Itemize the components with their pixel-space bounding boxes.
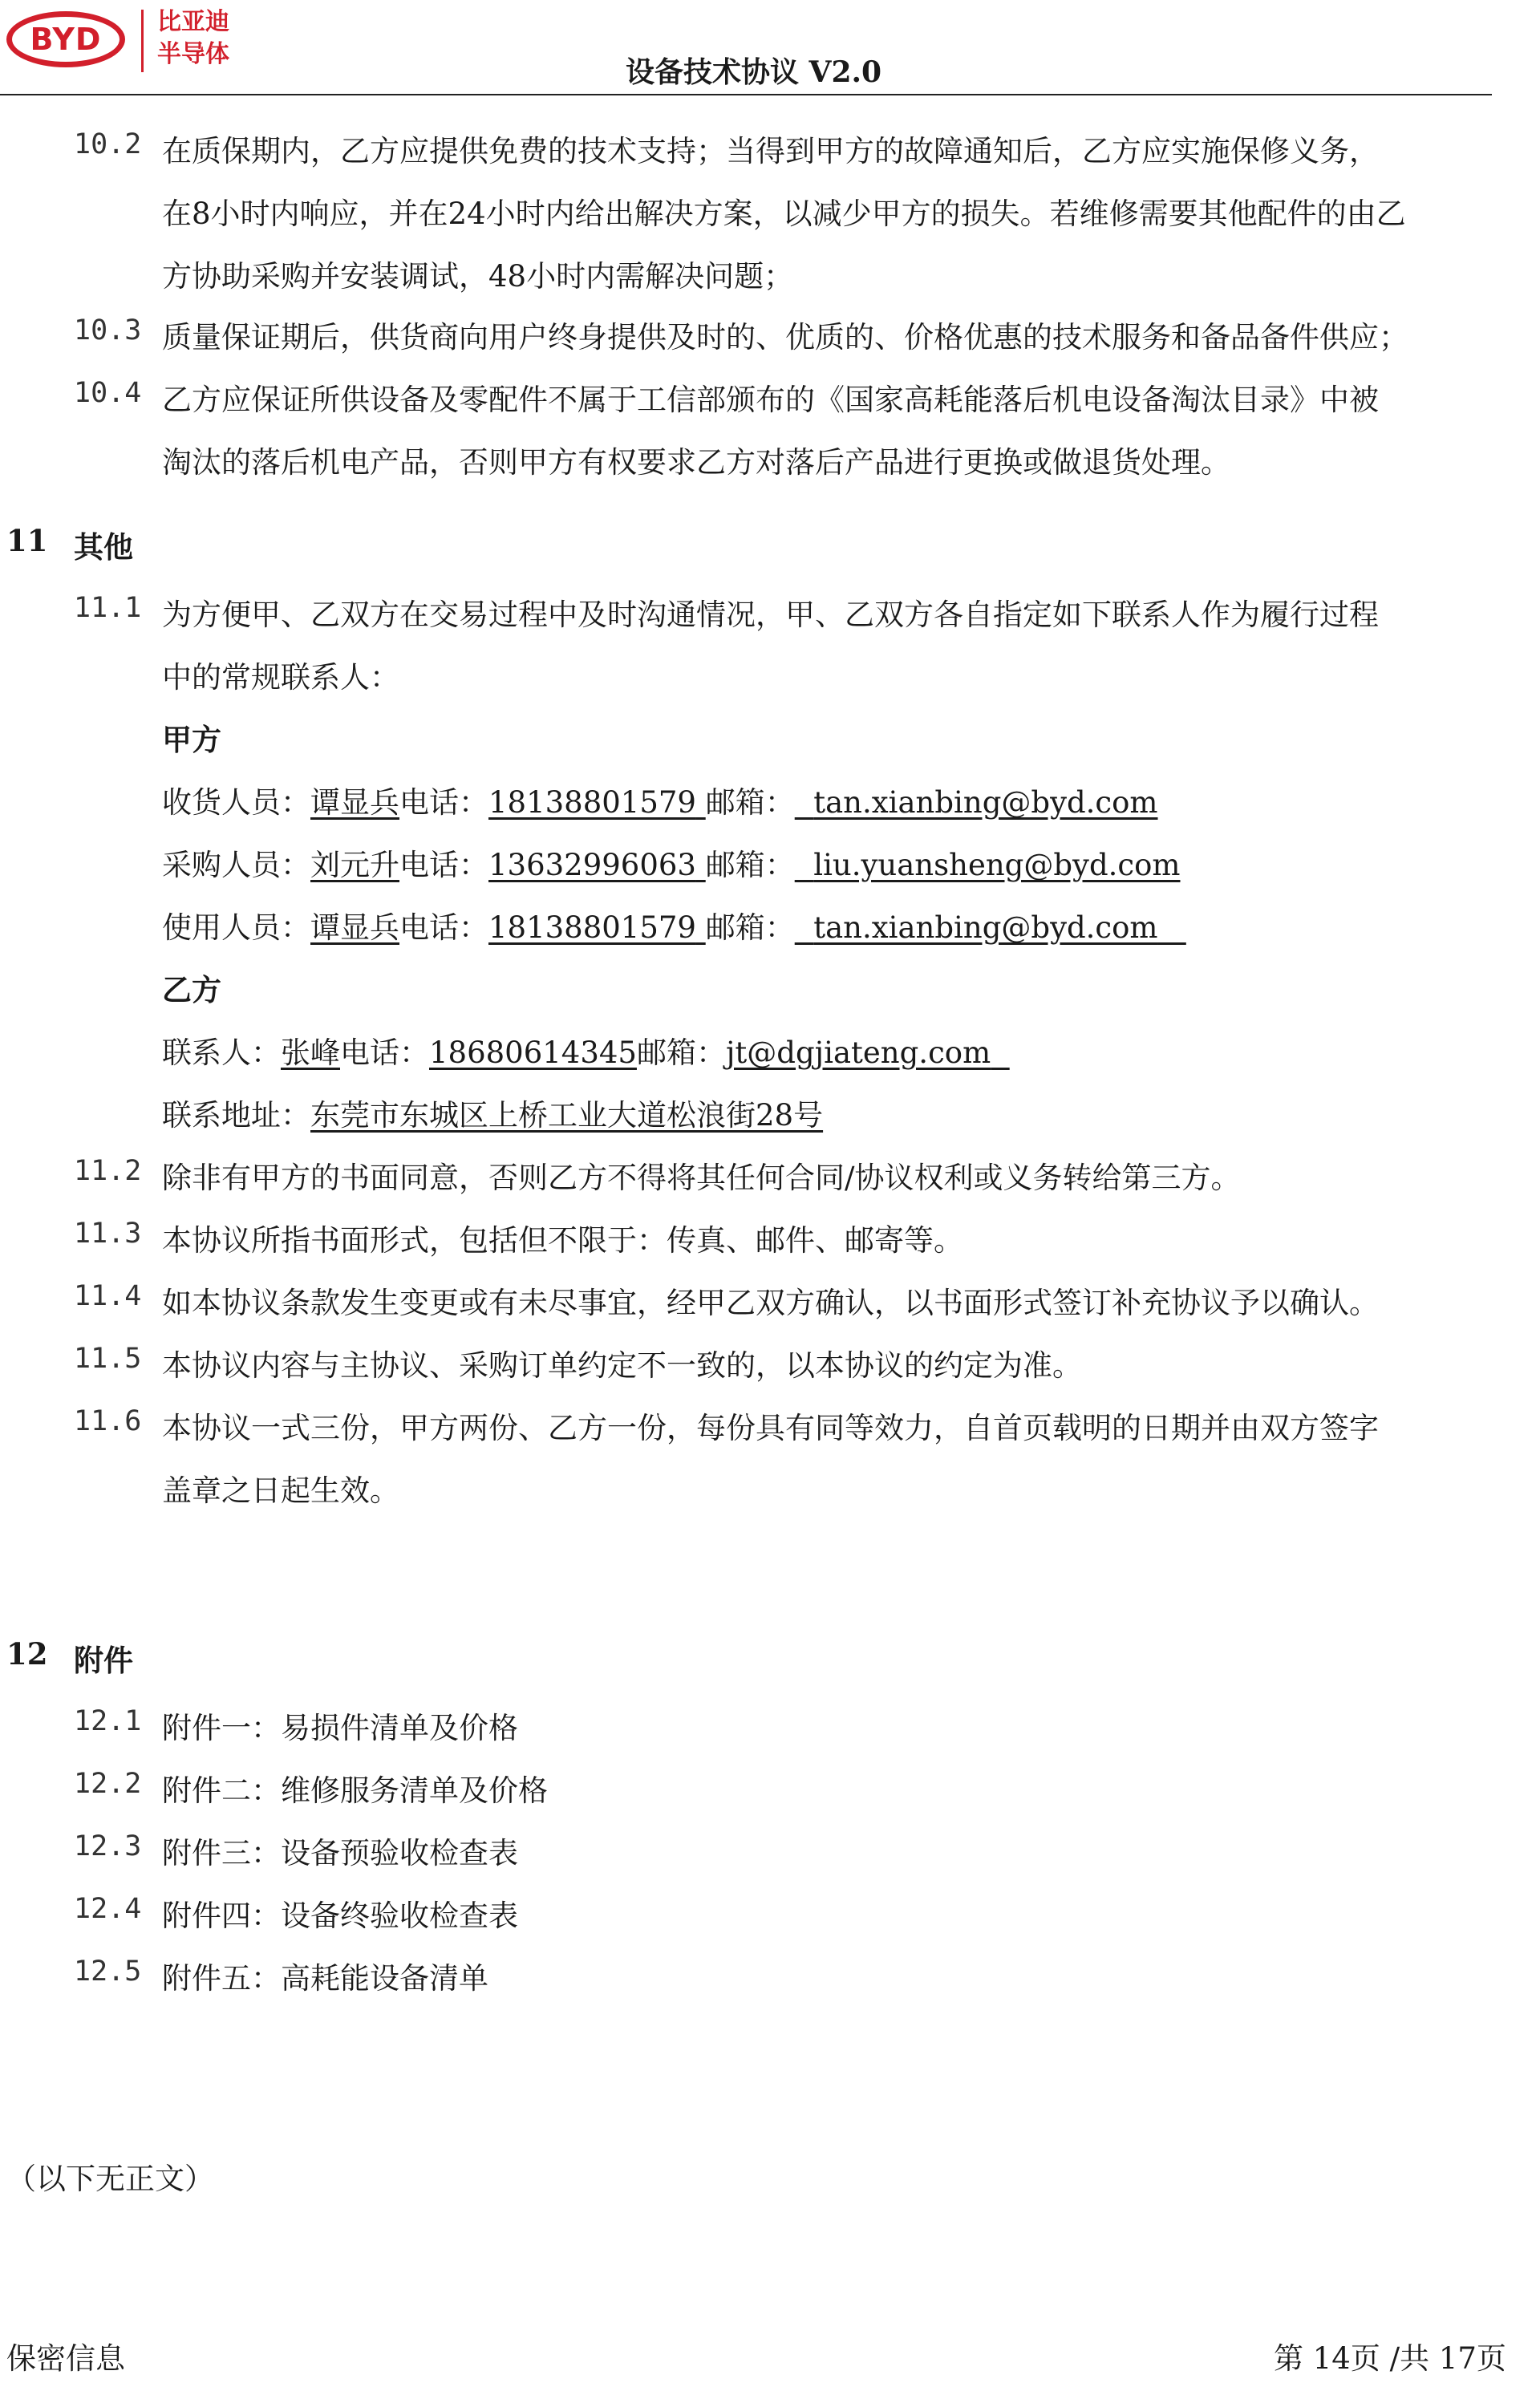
clause-10-2-line1: 在质保期内，乙方应提供免费的技术支持；当得到甲方的故障通知后，乙方应实施保修义务， (162, 134, 1379, 168)
contact-label: 采购人员： (162, 848, 310, 882)
clause-10-3-line1: 质量保证期后，供货商向用户终身提供及时的、优质的、价格优惠的技术服务和备品备件供应； (162, 320, 1408, 355)
clause-number-11-4: 11.4 (74, 1280, 142, 1312)
attachment-number: 12.1 (74, 1705, 142, 1737)
phone-value: 18138801579 (488, 910, 696, 945)
contact-row-user (162, 903, 1186, 946)
contact-name: 刘元升 (310, 848, 399, 882)
clause-10-4-line2: 淘汰的落后机电产品，否则甲方有权要求乙方对落后产品进行更换或做退货处理。 (162, 445, 1230, 480)
clause-number-11-5: 11.5 (74, 1343, 142, 1375)
phone-label: 电话： (399, 848, 488, 882)
logo-cn-line2: 半导体 (157, 40, 229, 68)
address-value: 东莞市东城区上桥工业大道松浪街28号 (310, 1098, 824, 1133)
byd-logo (6, 11, 125, 67)
section-number-12: 12 (6, 1636, 48, 1672)
email-value: jt@dgjiateng.com (725, 1035, 991, 1070)
clause-number-11-3: 11.3 (74, 1218, 142, 1250)
clause-11-6-line2: 盖章之日起生效。 (162, 1473, 399, 1508)
clause-11-4-line1: 如本协议条款发生变更或有未尽事宜，经甲乙双方确认，以书面形式签订补充协议予以确认。 (162, 1286, 1379, 1320)
phone-label: 电话： (399, 785, 488, 820)
phone-label: 电话： (399, 910, 488, 945)
email-label: 邮箱： (636, 1035, 726, 1070)
phone-value: 18680614345 (429, 1035, 637, 1070)
party-b-heading: 乙方 (162, 972, 221, 1007)
contact-name: 谭显兵 (310, 785, 399, 820)
attachment-number: 12.2 (74, 1768, 142, 1800)
page-header (0, 0, 1540, 98)
clause-number-11-2: 11.2 (74, 1155, 142, 1187)
clause-11-6-line1: 本协议一式三份，甲方两份、乙方一份，每份具有同等效力，自首页载明的日期并由双方签字 (162, 1411, 1379, 1445)
logo-divider (141, 10, 144, 72)
phone-value: 13632996063 (488, 848, 696, 882)
contact-label: 联系人： (162, 1035, 281, 1070)
header-divider (0, 94, 1492, 95)
clause-number-10-3: 10.3 (74, 314, 142, 346)
clause-number-10-2: 10.2 (74, 128, 142, 160)
attachment-item: 附件一：易损件清单及价格 (162, 1711, 518, 1745)
logo-text: BYD (30, 22, 102, 57)
attachment-item: 附件四：设备终验收检查表 (162, 1899, 518, 1933)
clause-11-1-line1: 为方便甲、乙双方在交易过程中及时沟通情况，甲、乙双方各自指定如下联系人作为履行过程 (162, 598, 1379, 632)
phone-value: 18138801579 (488, 785, 696, 820)
section-number-11: 11 (6, 523, 48, 558)
contact-row-receiver (162, 778, 1158, 821)
clause-11-5-line1: 本协议内容与主协议、采购订单约定不一致的，以本协议的约定为准。 (162, 1348, 1082, 1383)
page-number: 第 14页 /共 17页 (1274, 2341, 1506, 2376)
email-label: 邮箱： (705, 785, 795, 820)
email-value: liu.yuansheng@byd.com (813, 848, 1181, 882)
document-title: 设备技术协议 V2.0 (626, 55, 882, 89)
email-value: tan.xianbing@byd.com (813, 785, 1158, 820)
clause-number-11-1: 11.1 (74, 592, 142, 624)
logo-chinese (157, 6, 229, 71)
contact-name: 张峰 (281, 1035, 340, 1070)
contact-row-purchaser (162, 841, 1180, 884)
address-label: 联系地址： (162, 1098, 310, 1133)
clause-10-4-line1: 乙方应保证所供设备及零配件不属于工信部颁布的《国家高耗能落后机电设备淘汰目录》中被 (162, 383, 1379, 417)
attachment-item: 附件五：高耗能设备清单 (162, 1961, 488, 1996)
contact-label: 使用人员： (162, 910, 310, 945)
phone-label: 电话： (340, 1035, 429, 1070)
clause-10-2-line3: 方协助采购并安装调试，48小时内需解决问题； (162, 259, 794, 294)
clause-10-2-line2: 在8小时内响应，并在24小时内给出解决方案，以减少甲方的损失。若维修需要其他配件的由乙 (162, 197, 1406, 231)
attachment-number: 12.5 (74, 1955, 142, 1988)
logo-cn-line1: 比亚迪 (157, 8, 229, 36)
attachment-item: 附件二：维修服务清单及价格 (162, 1773, 548, 1808)
section-title-11: 其他 (74, 529, 133, 565)
clause-number-10-4: 10.4 (74, 377, 142, 409)
contact-row-party-b (162, 1028, 1010, 1072)
contact-name: 谭显兵 (310, 910, 399, 945)
end-of-text-note: （以下无正文） (6, 2162, 214, 2196)
clause-11-3-line1: 本协议所指书面形式，包括但不限于：传真、邮件、邮寄等。 (162, 1223, 963, 1258)
email-value: tan.xianbing@byd.com (813, 910, 1158, 945)
confidential-label: 保密信息 (6, 2341, 125, 2376)
party-a-heading: 甲方 (162, 722, 221, 757)
clause-11-2-line1: 除非有甲方的书面同意，否则乙方不得将其任何合同/协议权利或义务转给第三方。 (162, 1161, 1241, 1195)
contact-address-row (162, 1091, 823, 1134)
attachment-number: 12.3 (74, 1830, 142, 1862)
clause-number-11-6: 11.6 (74, 1405, 142, 1437)
email-label: 邮箱： (705, 848, 795, 882)
attachment-number: 12.4 (74, 1893, 142, 1925)
contact-label: 收货人员： (162, 785, 310, 820)
section-title-12: 附件 (74, 1643, 133, 1678)
email-label: 邮箱： (705, 910, 795, 945)
clause-11-1-line2: 中的常规联系人： (162, 660, 399, 695)
attachment-item: 附件三：设备预验收检查表 (162, 1836, 518, 1870)
